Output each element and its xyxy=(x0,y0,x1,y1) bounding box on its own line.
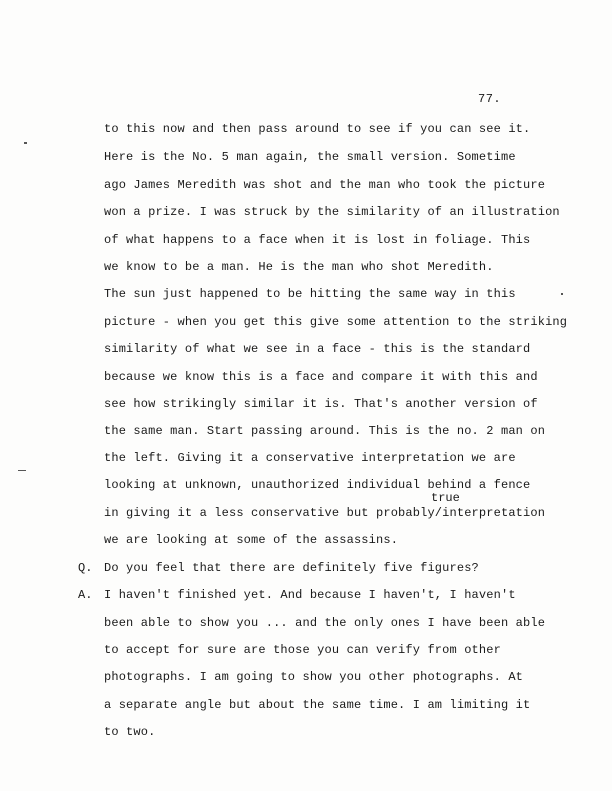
answer-line: been able to show you ... and the only ones I have been able xyxy=(104,616,546,630)
scan-mark xyxy=(561,293,563,295)
speaker-label-q: Q. xyxy=(78,561,93,575)
text-line: the same man. Start passing around. This is the no. 2 man on xyxy=(104,424,546,438)
scan-mark xyxy=(18,470,26,471)
text-line: because we know this is a face and compare it with this and xyxy=(104,370,538,384)
page-number: 77. xyxy=(478,92,502,106)
text-line: looking at unknown, unauthorized individual behind a fence xyxy=(104,478,531,492)
answer-line: to accept for sure are those you can verify from other xyxy=(104,643,501,657)
text-line: won a prize. I was struck by the similarity of an illustration xyxy=(104,205,560,219)
answer-text: I haven't finished yet. And because I haven't, I haven't xyxy=(104,588,516,602)
text-line: we are looking at some of the assassins. xyxy=(104,533,399,547)
text-line: of what happens to a face when it is lost in foliage. This xyxy=(104,233,531,247)
text-line: in giving it a less conservative but probably/interpretation xyxy=(104,506,546,520)
interlineation: true xyxy=(431,491,460,505)
text-line: the left. Giving it a conservative interpretation we are xyxy=(104,451,516,465)
text-line: Here is the No. 5 man again, the small version. Sometime xyxy=(104,150,516,164)
text-line: similarity of what we see in a face - this is the standard xyxy=(104,342,531,356)
text-line: ago James Meredith was shot and the man who took the picture xyxy=(104,178,546,192)
question-text: Do you feel that there are definitely five figures? xyxy=(104,561,479,575)
text-line: to this now and then pass around to see if you can see it. xyxy=(104,122,531,136)
scan-mark xyxy=(24,142,27,144)
text-line: picture - when you get this give some attention to the striking xyxy=(104,315,568,329)
text-line: The sun just happened to be hitting the same way in this xyxy=(104,287,516,301)
answer-line: to two. xyxy=(104,725,156,739)
text-line: we know to be a man. He is the man who shot Meredith. xyxy=(104,260,494,274)
answer-line: photographs. I am going to show you other photographs. At xyxy=(104,670,524,684)
speaker-label-a: A. xyxy=(78,588,93,602)
text-line: see how strikingly similar it is. That's another version of xyxy=(104,397,538,411)
answer-line: a separate angle but about the same time. I am limiting it xyxy=(104,698,531,712)
